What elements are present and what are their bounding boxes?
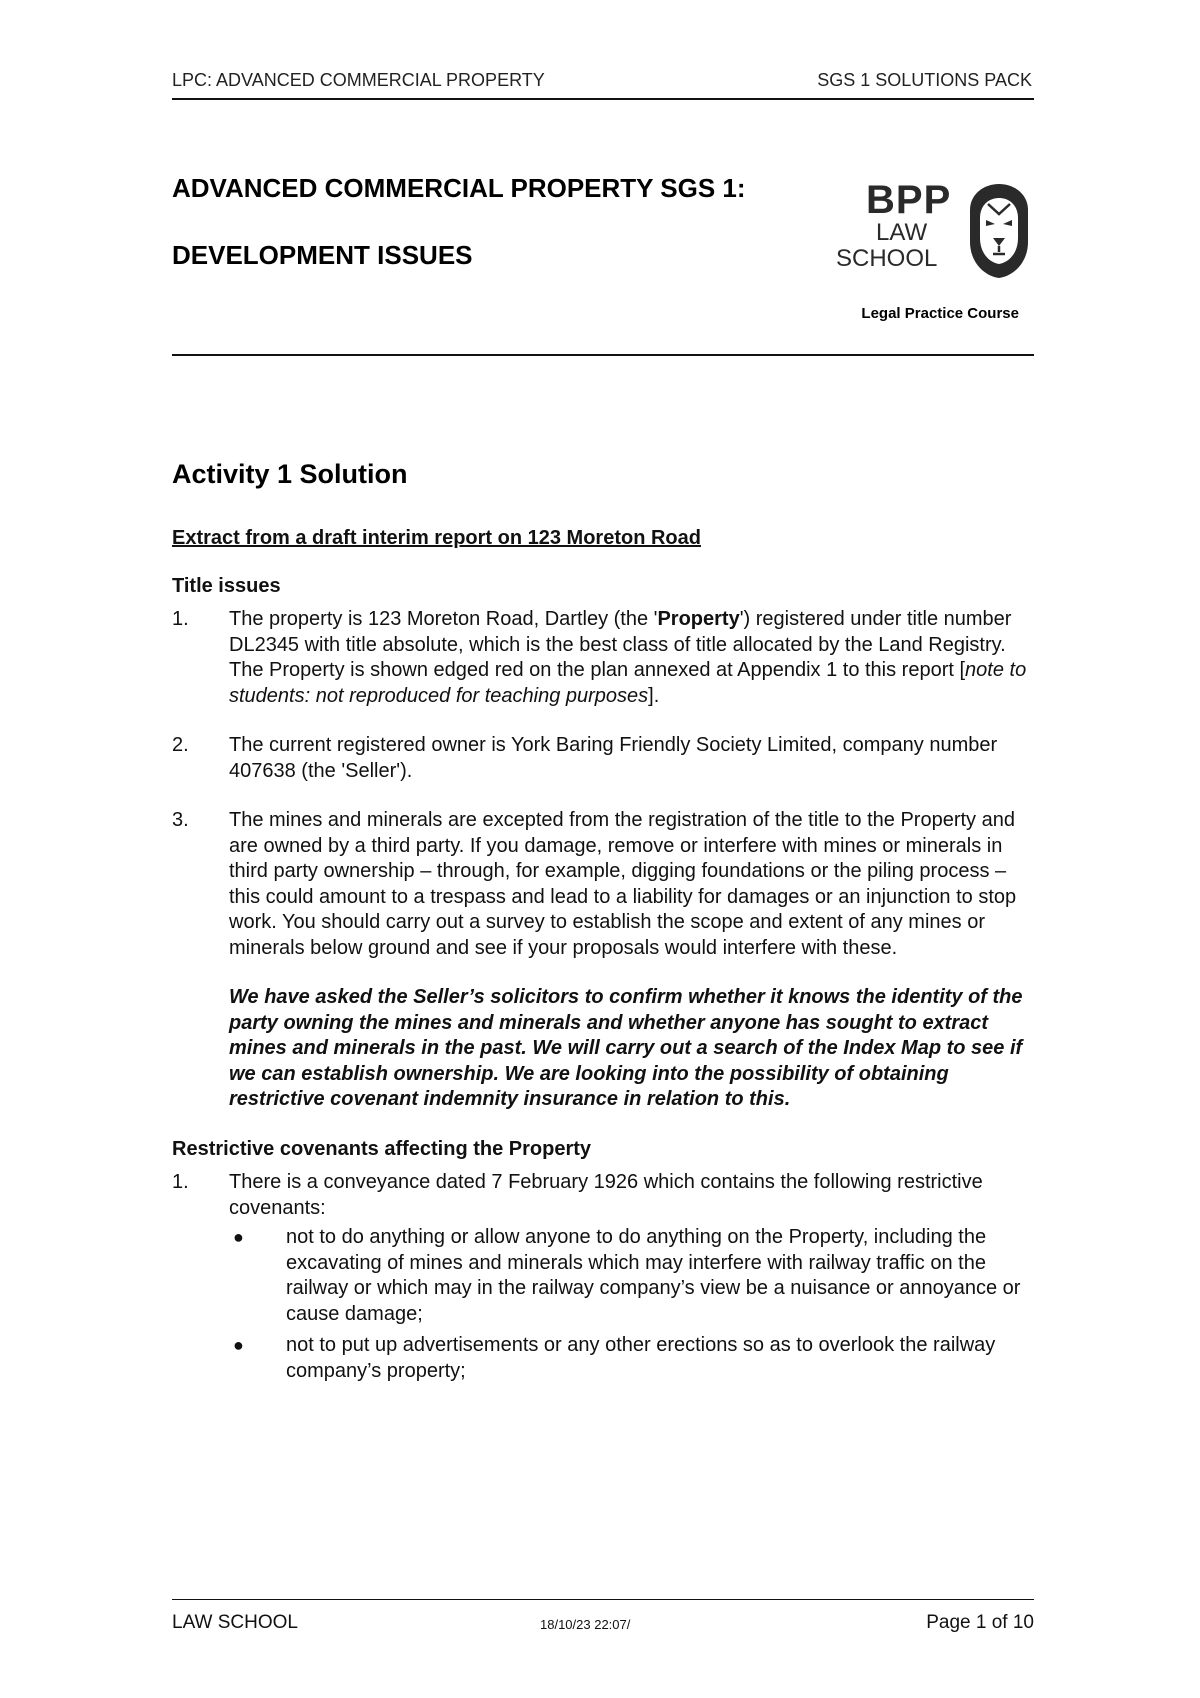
- item-text-part: ') registered under title number DL2345 with title absolute, which is the best class of title allocated by the Land Registry. The Property is shown edged red on the plan annexed at Appendix 1 to this report [: [229, 608, 1012, 681]
- bullet-icon: ●: [233, 1335, 244, 1355]
- footer-left: LAW SCHOOL: [172, 1612, 298, 1633]
- logo-law-text: LAW: [876, 219, 928, 246]
- header-right: SGS 1 SOLUTIONS PACK: [817, 70, 1032, 90]
- covenant-bullet-1: [172, 1225, 1034, 1327]
- item-number: 1.: [172, 1171, 189, 1193]
- header-rule: [172, 98, 1034, 100]
- logo-wordmark: [836, 180, 951, 272]
- item-text: The current registered owner is York Baring Friendly Society Limited, company number 407638 (the 'Seller').: [229, 734, 998, 782]
- bullet-text: not to put up advertisements or any other erections so as to overlook the railway company’s property;: [286, 1334, 996, 1382]
- item-text: There is a conveyance dated 7 February 1926 which contains the following restrictive covenants:: [229, 1171, 983, 1219]
- document-title-line-2: DEVELOPMENT ISSUES: [172, 240, 473, 270]
- extract-heading: Extract from a draft interim report on 123 Moreton Road: [172, 527, 701, 549]
- logo-school-text: SCHOOL: [836, 245, 938, 272]
- bullet-icon: ●: [233, 1227, 244, 1247]
- solicitor-note: We have asked the Seller’s solicitors to confirm whether it knows the identity of the party owning the mines and minerals and whether anyone has sought to extract mines and minerals in the past. We will carry out a search of the Index Map to see if we can establish ownership. We are looking into the possibility of obtaining restrictive covenant indemnity insurance in relation to this.: [229, 986, 1023, 1110]
- covenant-bullet-2: [172, 1333, 1034, 1384]
- footer-rule: [172, 1599, 1034, 1600]
- note-to-students: note to students: not reproduced for teaching purposes: [229, 659, 1027, 707]
- covenants-heading: Restrictive covenants affecting the Property: [172, 1137, 592, 1160]
- header-left: LPC: ADVANCED COMMERCIAL PROPERTY: [172, 70, 545, 90]
- covenant-item-1: [172, 1170, 1034, 1221]
- document-title-line-1: ADVANCED COMMERCIAL PROPERTY SGS 1:: [172, 173, 746, 203]
- logo-bpp-text: BPP: [866, 178, 952, 222]
- footer-page-number: Page 1 of 10: [926, 1612, 1034, 1633]
- title-issues-heading: Title issues: [172, 574, 281, 597]
- item-text: The mines and minerals are excepted from the registration of the title to the Property and are owned by a third party. If you damage, remove or interfere with mines or minerals in third party ownership – through, for example, digging foundations or the piling process – this could amount to a trespass and lead to a liability for damages or an injunction to stop work. You should carry out a survey to establish the scope and extent of any mines or minerals below ground and see if your proposals would interfere with these.: [229, 809, 1017, 959]
- title-issue-item-3: [172, 808, 1034, 961]
- item-text-part: The property is 123 Moreton Road, Dartley (the ': [229, 608, 658, 630]
- lion-emblem-icon: [966, 180, 1032, 280]
- item-number: 2.: [172, 734, 189, 756]
- title-rule: [172, 354, 1034, 356]
- title-issue-item-1: [172, 607, 1034, 709]
- footer-timestamp: 18/10/23 22:07/: [540, 1617, 631, 1632]
- item-number: 3.: [172, 809, 189, 831]
- item-number: 1.: [172, 608, 189, 630]
- activity-heading: Activity 1 Solution: [172, 459, 408, 489]
- legal-practice-course-label: Legal Practice Course: [861, 305, 1019, 322]
- bpp-law-school-logo: [836, 180, 1032, 280]
- title-issue-item-2: [172, 733, 1034, 784]
- defined-term-property: Property: [657, 608, 740, 630]
- item-text-part: ].: [648, 684, 660, 707]
- bullet-text: not to do anything or allow anyone to do anything on the Property, including the excavating of mines and minerals which may interfere with railway traffic on the railway or which may in the railway company’s view be a nuisance or annoyance or cause damage;: [286, 1226, 1021, 1325]
- document-body: [172, 458, 1034, 1390]
